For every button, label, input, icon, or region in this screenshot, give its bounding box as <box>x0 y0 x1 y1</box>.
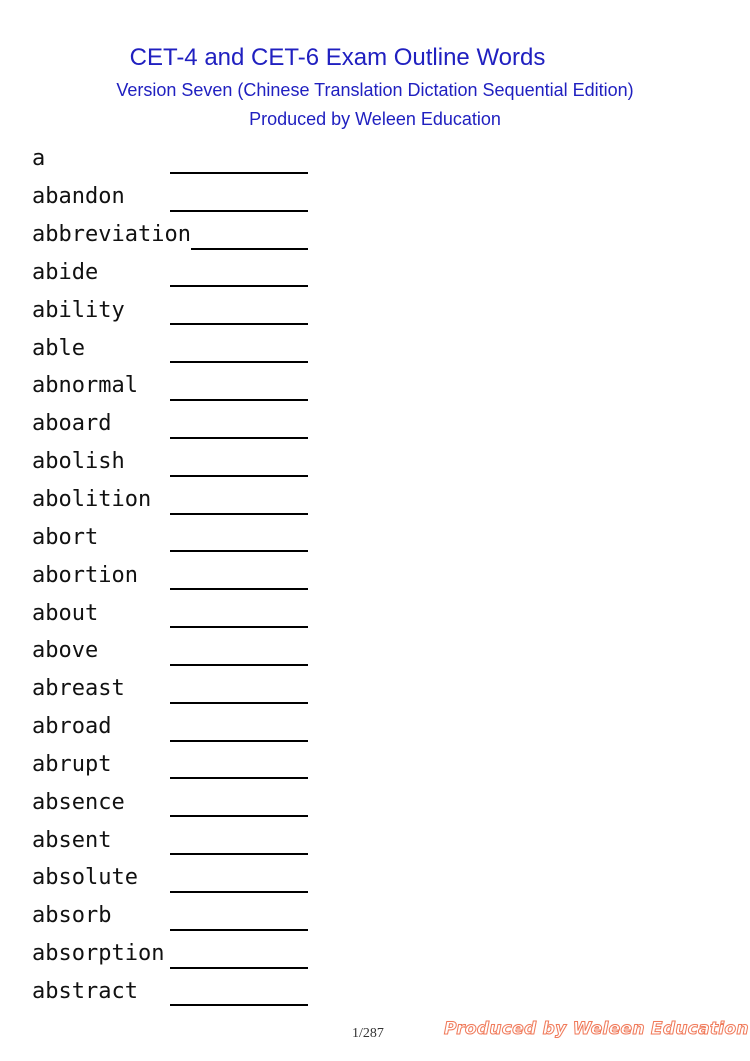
word-row <box>32 783 308 821</box>
dictation-blank <box>170 417 308 439</box>
vocabulary-word: abreast <box>32 676 125 702</box>
watermark: Produced by Weleen Education <box>444 1019 749 1039</box>
dictation-blank <box>170 795 308 817</box>
dictation-blank <box>170 720 308 742</box>
dictation-blank <box>170 190 308 212</box>
word-row <box>32 594 308 632</box>
vocabulary-word: absolute <box>32 865 138 891</box>
page-title: CET-4 and CET-6 Exam Outline Words <box>129 44 546 71</box>
page-number: 1/287 <box>352 1026 384 1041</box>
word-row <box>32 935 308 973</box>
vocabulary-word: absorption <box>32 941 165 967</box>
producer-line: Produced by Weleen Education <box>249 109 501 129</box>
word-row <box>32 216 308 254</box>
word-row <box>32 746 308 784</box>
dictation-blank <box>170 455 308 477</box>
word-row <box>32 518 308 556</box>
vocabulary-word: absence <box>32 789 125 815</box>
dictation-blank <box>170 682 308 704</box>
dictation-blank <box>170 568 308 590</box>
dictation-blank <box>170 833 308 855</box>
word-row <box>32 329 308 367</box>
word-row <box>32 291 308 329</box>
vocabulary-word: abnormal <box>32 373 138 399</box>
vocabulary-word: abroad <box>32 714 112 740</box>
vocabulary-word: a <box>32 146 46 172</box>
word-row <box>32 443 308 481</box>
vocabulary-word: absent <box>32 827 112 853</box>
dictation-blank <box>170 606 308 628</box>
dictation-blank <box>170 984 308 1006</box>
vocabulary-word: abortion <box>32 562 138 588</box>
word-row <box>32 859 308 897</box>
word-row <box>32 178 308 216</box>
dictation-blank <box>170 303 308 325</box>
vocabulary-word: abolition <box>32 487 152 513</box>
word-row <box>32 405 308 443</box>
word-row <box>32 254 308 292</box>
word-row <box>32 821 308 859</box>
vocabulary-word: abrupt <box>32 751 112 777</box>
dictation-blank <box>170 871 308 893</box>
vocabulary-word: abolish <box>32 449 125 475</box>
vocabulary-word: abbreviation <box>32 222 191 248</box>
page-subtitle: Version Seven (Chinese Translation Dictation Sequential Edition) <box>116 80 634 100</box>
word-row <box>32 140 308 178</box>
word-row <box>32 897 308 935</box>
vocabulary-word: absorb <box>32 903 112 929</box>
word-row <box>32 481 308 519</box>
word-row <box>32 632 308 670</box>
vocabulary-word: aboard <box>32 411 112 437</box>
word-list <box>32 140 308 1010</box>
vocabulary-word: abandon <box>32 184 125 210</box>
vocabulary-word: able <box>32 335 85 361</box>
dictation-blank <box>170 644 308 666</box>
dictation-blank <box>170 947 308 969</box>
vocabulary-word: about <box>32 600 99 626</box>
word-row <box>32 708 308 746</box>
dictation-blank <box>170 379 308 401</box>
word-row <box>32 973 308 1011</box>
word-row <box>32 556 308 594</box>
dictation-blank <box>170 757 308 779</box>
dictation-blank <box>170 493 308 515</box>
dictation-blank <box>170 265 308 287</box>
dictation-blank <box>191 228 308 250</box>
dictation-blank <box>170 152 308 174</box>
dictation-blank <box>170 909 308 931</box>
vocabulary-word: ability <box>32 297 125 323</box>
word-row <box>32 367 308 405</box>
vocabulary-word: abort <box>32 524 99 550</box>
vocabulary-word: abide <box>32 259 99 285</box>
vocabulary-word: above <box>32 638 99 664</box>
dictation-blank <box>170 530 308 552</box>
word-row <box>32 670 308 708</box>
vocabulary-word: abstract <box>32 978 138 1004</box>
dictation-blank <box>170 341 308 363</box>
